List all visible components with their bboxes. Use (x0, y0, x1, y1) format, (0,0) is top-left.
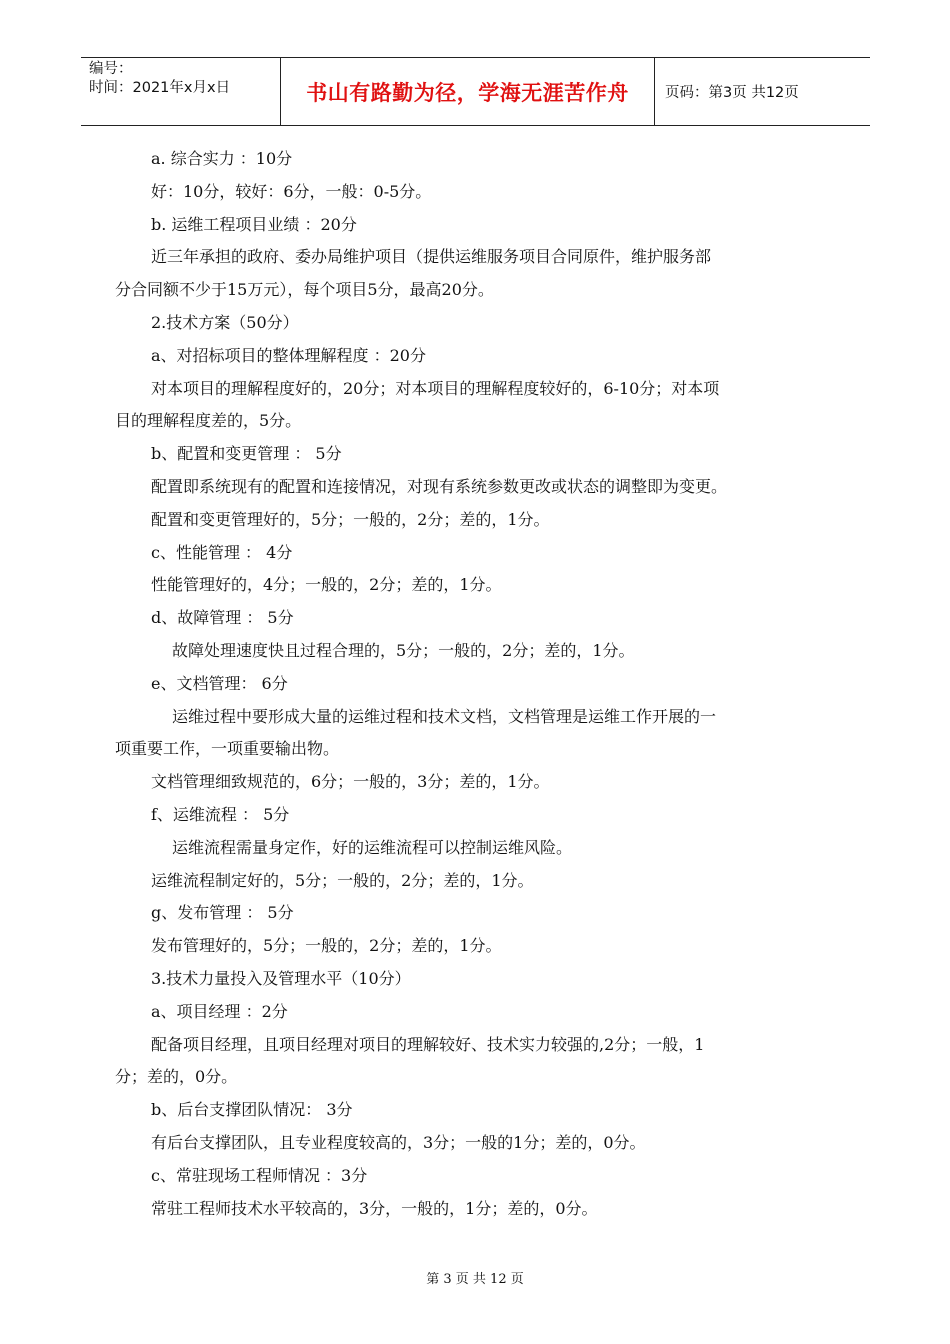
header-page-code: 页码：第3页 共12页 (665, 85, 799, 101)
body-line: f、运维流程 ： 5分 (151, 804, 290, 824)
header-motto: 书山有路勤为径，学海无涯苦作舟 (281, 58, 655, 125)
body-line: 项重要工作，一项重要输出物。 (115, 739, 340, 759)
body-line: 配置和变更管理好的，5分；一般的，2分；差的，1分。 (151, 509, 550, 529)
body-line: b、配置和变更管理 ： 5分 (151, 444, 342, 464)
body-line: 目的理解程度差的，5分。 (115, 411, 302, 431)
body-line: b、后台支撑团队情况： 3分 (151, 1100, 353, 1120)
body-line: 运维流程制定好的，5分；一般的，2分；差的，1分。 (151, 870, 534, 890)
body-line: 3.技术力量投入及管理水平（10分） (151, 968, 411, 988)
body-line: 常驻工程师技术水平较高的，3分，一般的，1分；差的，0分。 (151, 1198, 598, 1218)
header-meta (81, 58, 281, 125)
body-line: 故障处理速度快且过程合理的，5分；一般的，2分；差的，1分。 (172, 640, 635, 660)
body-line: 分；差的，0分。 (115, 1067, 238, 1087)
body-line: d、故障管理 ： 5分 (151, 608, 294, 628)
document-number-label: 编号： (89, 61, 133, 77)
body-line: c、常驻现场工程师情况 ：3分 (151, 1165, 368, 1185)
body-line: 运维流程需量身定作，好的运维流程可以控制运维风险。 (172, 837, 573, 857)
body-line: b. 运维工程项目业绩 ：20分 (151, 214, 357, 234)
body-line: 发布管理好的，5分；一般的，2分；差的，1分。 (151, 936, 502, 956)
body-line: g、发布管理 ： 5分 (151, 903, 294, 923)
page-header (81, 57, 870, 126)
body-line: 有后台支撑团队，且专业程度较高的，3分；一般的1分；差的，0分。 (151, 1132, 646, 1152)
body-line: 对本项目的理解程度好的，20分；对本项目的理解程度较好的，6-10分；对本项 (151, 378, 720, 398)
body-line: e、文档管理： 6分 (151, 673, 288, 693)
document-body (115, 143, 841, 1225)
body-line: 好：10分，较好：6分，一般：0-5分。 (151, 181, 432, 201)
body-line: a. 综合实力 ：10分 (151, 149, 293, 168)
page-footer: 第 3 页 共 12 页 (426, 1272, 524, 1287)
body-line: 分合同额不少于15万元），每个项目5分，最高20分。 (115, 280, 494, 300)
body-line: 2.技术方案（50分） (151, 312, 299, 332)
body-line: a、对招标项目的整体理解程度 ：20分 (151, 345, 426, 365)
document-time-label: 时间：2021年x月x日 (89, 80, 231, 96)
body-line: 配备项目经理，且项目经理对项目的理解较好、技术实力较强的,2分；一般，1 (151, 1034, 705, 1054)
body-line: 运维过程中要形成大量的运维过程和技术文档，文档管理是运维工作开展的一 (172, 706, 717, 726)
body-line: 性能管理好的，4分；一般的，2分；差的，1分。 (151, 575, 502, 595)
body-line: 近三年承担的政府、委办局维护项目（提供运维服务项目合同原件，维护服务部 (151, 247, 712, 267)
body-line: 配置即系统现有的配置和连接情况，对现有系统参数更改或状态的调整即为变更。 (151, 476, 728, 496)
body-line: a、项目经理 ：2分 (151, 1001, 288, 1021)
body-line: c、性能管理 ： 4分 (151, 542, 293, 562)
body-line: 文档管理细致规范的，6分；一般的，3分；差的，1分。 (151, 772, 550, 792)
